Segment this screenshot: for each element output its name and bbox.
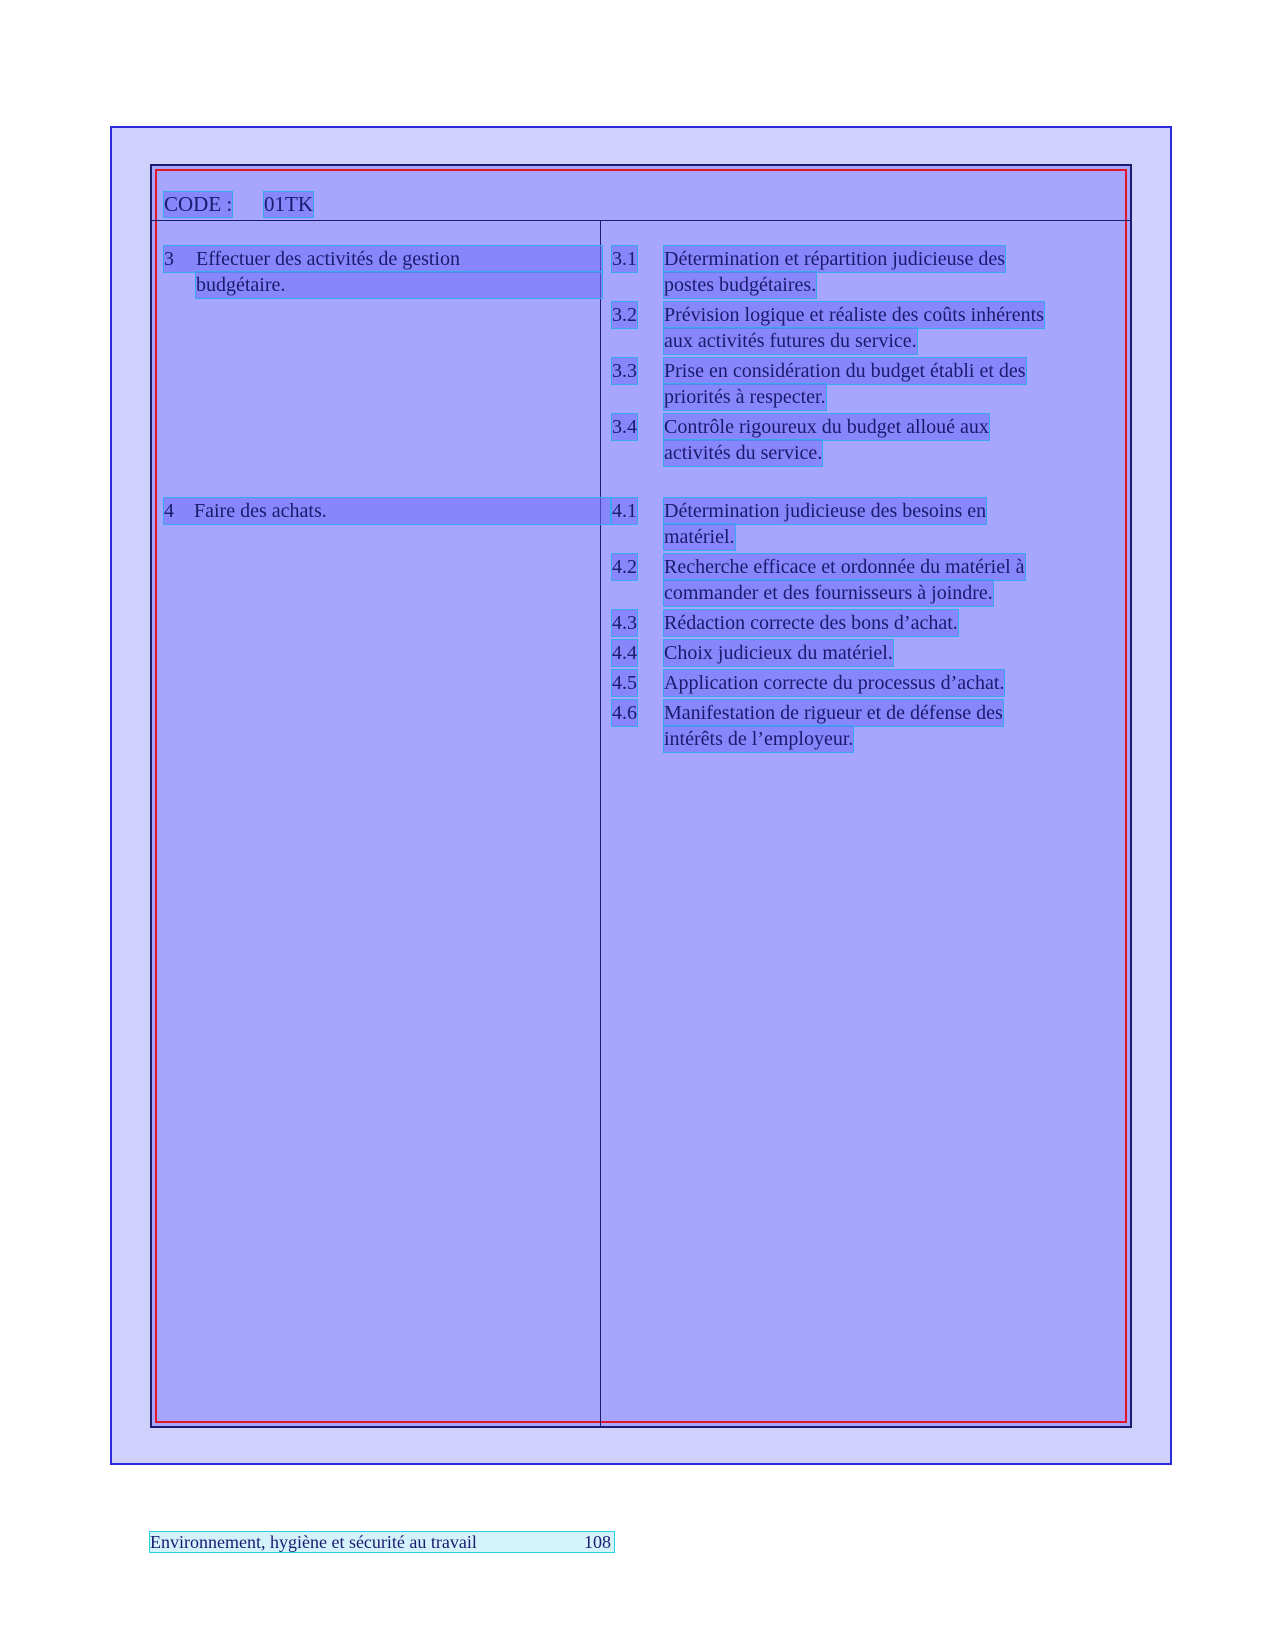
competency-text-line: Faire des achats. [194,500,327,522]
criterion-number: 4.6 [612,702,637,724]
code-header-row [152,166,1130,221]
criterion-text-line: intérêts de l’employeur. [664,728,854,750]
criterion-text-line: Détermination judicieuse des besoins en [664,500,987,522]
criterion-number: 3.3 [612,360,637,382]
criterion-text-line: Contrôle rigoureux du budget alloué aux [664,416,989,438]
competency-table [150,164,1132,1428]
criterion-text-line: activités du service. [664,442,823,464]
criterion-number: 3.4 [612,416,637,438]
criterion-text-line: matériel. [664,526,735,548]
code-value: 01TK [264,192,313,216]
footer-title: Environnement, hygiène et sécurité au travail [150,1532,477,1552]
competency-number: 4 [164,500,174,522]
criterion-text-line: Prise en considération du budget établi et des [664,360,1026,382]
criterion-text-line: Détermination et répartition judicieuse des [664,248,1005,270]
criterion-text-line: commander et des fournisseurs à joindre. [664,582,993,604]
competency-number: 3 [164,248,174,270]
criterion-text-line: Recherche efficace et ordonnée du matériel à [664,556,1025,578]
criterion-number: 3.1 [612,248,637,270]
criterion-text-line: Rédaction correcte des bons d’achat. [664,612,958,634]
criterion-number: 3.2 [612,304,637,326]
competency-3-number-row [164,246,602,272]
footer-page-number: 108 [584,1532,611,1552]
criterion-number: 4.2 [612,556,637,578]
criterion-number: 4.5 [612,672,637,694]
criterion-text-line: Application correcte du processus d’achat. [664,672,1005,694]
criterion-text-line: Manifestation de rigueur et de défense des [664,702,1003,724]
criterion-text-line: aux activités futures du service. [664,330,917,352]
column-divider [600,220,601,1426]
competency-4-number-row [164,498,610,524]
criterion-text-line: Prévision logique et réaliste des coûts inhérents [664,304,1044,326]
criterion-number: 4.3 [612,612,637,634]
criterion-text-line: Choix judicieux du matériel. [664,642,893,664]
competency-text-line: budgétaire. [196,272,602,298]
criterion-text-line: priorités à respecter. [664,386,826,408]
criterion-number: 4.4 [612,642,637,664]
criterion-text-line: postes budgétaires. [664,274,817,296]
competency-text-line: Effectuer des activités de gestion [196,248,460,270]
code-label: CODE : [164,192,233,216]
criterion-number: 4.1 [612,500,637,522]
